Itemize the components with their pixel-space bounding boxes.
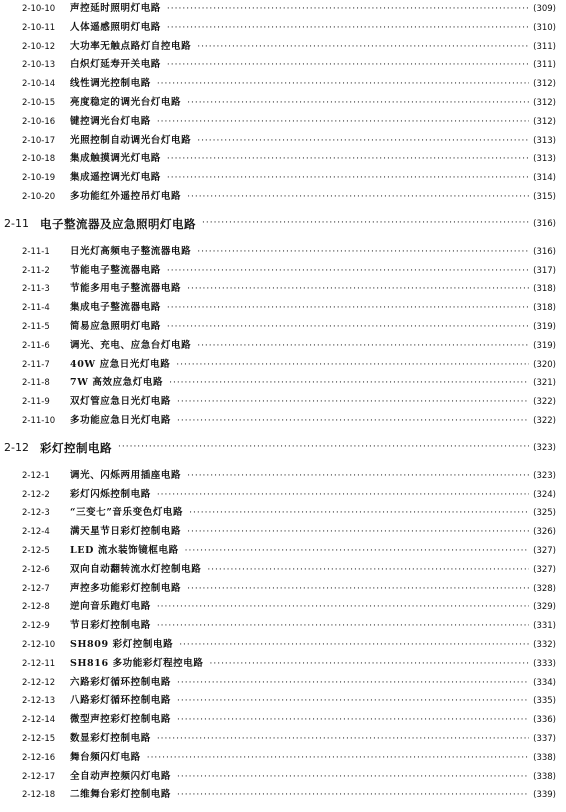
entry-title: 白炽灯延寿开关电路	[70, 59, 161, 71]
dot-leader	[167, 170, 529, 186]
entry-page-number: (319)	[533, 340, 556, 351]
dot-leader	[187, 281, 529, 297]
entry-page-number: (311)	[533, 41, 556, 52]
entry-number: 2-11-5	[22, 322, 50, 332]
entry-number: 2-12-17	[22, 771, 56, 782]
toc-entry[interactable]	[22, 39, 556, 55]
toc-entry[interactable]	[22, 170, 556, 186]
entry-title: 键控调光台灯电路	[70, 115, 151, 127]
entry-title: 满天星节日彩灯控制电路	[70, 526, 182, 538]
entry-page-number: (314)	[533, 173, 556, 184]
dot-leader	[157, 731, 529, 747]
entry-title: 日光灯高频电子整流器电路	[70, 245, 192, 257]
toc-entry[interactable]	[22, 95, 556, 111]
entry-title: 多功能应急日光灯电路	[70, 415, 172, 426]
entry-number: 2-10-11	[22, 22, 56, 33]
entry-page-number: (321)	[533, 378, 556, 389]
entry-page-number: (318)	[533, 284, 556, 295]
dot-leader	[189, 505, 529, 521]
entry-page-number: (327)	[533, 564, 556, 575]
dot-leader	[207, 562, 529, 578]
toc-entry[interactable]	[22, 133, 556, 149]
entry-number: 2-12-4	[22, 527, 50, 538]
entry-number: 2-11-8	[22, 378, 50, 389]
entry-page-number: (312)	[533, 79, 556, 90]
entry-page-number: (337)	[533, 734, 556, 744]
entry-title: 舞台频闪灯电路	[70, 751, 141, 763]
dot-leader	[147, 750, 529, 766]
dot-leader	[167, 20, 529, 36]
dot-leader	[157, 76, 529, 92]
dot-leader	[177, 394, 529, 410]
toc-entry[interactable]	[22, 1, 556, 17]
entry-number: 2-10-20	[22, 192, 56, 202]
entry-page-number: (335)	[533, 696, 556, 707]
toc-entry[interactable]	[22, 244, 556, 260]
entry-page-number: (324)	[533, 489, 556, 500]
entry-number: 2-12-7	[22, 583, 50, 594]
entry-number: 2-12-16	[22, 752, 56, 763]
entry-title: 40W 应急日光灯电路	[70, 358, 171, 370]
toc-entry[interactable]	[22, 618, 556, 634]
entry-title: 人体遥感照明灯电路	[70, 21, 161, 33]
entry-title: 亮度稳定的调光台灯电路	[70, 97, 182, 108]
toc-entry[interactable]	[22, 543, 556, 559]
dot-leader	[167, 1, 529, 17]
entry-title: 声控延时照明灯电路	[70, 3, 161, 14]
toc-entry[interactable]	[22, 151, 556, 167]
entry-page-number: (336)	[533, 715, 556, 726]
entry-page-number: (339)	[533, 790, 556, 801]
entry-title: 双向自动翻转流水灯控制电路	[70, 563, 202, 575]
entry-page-number: (310)	[533, 22, 556, 33]
toc-entry[interactable]	[22, 524, 556, 540]
section-heading[interactable]	[4, 438, 556, 458]
entry-number: 2-10-13	[22, 60, 56, 71]
section-number: 2-11	[4, 217, 29, 231]
dot-leader	[197, 244, 529, 260]
entry-number: 2-11-6	[22, 340, 50, 351]
dot-leader	[157, 487, 529, 503]
entry-number: 2-11-3	[22, 284, 50, 295]
entry-title: 线性调光控制电路	[70, 78, 151, 90]
entry-title: 调光、充电、应急台灯电路	[70, 339, 192, 351]
entry-page-number: (331)	[533, 621, 556, 632]
entry-title: 六路彩灯循环控制电路	[70, 676, 172, 688]
toc-entry[interactable]	[22, 76, 556, 92]
toc-entry[interactable]	[22, 750, 556, 766]
entry-page-number: (318)	[533, 303, 556, 314]
toc-entry[interactable]	[22, 300, 556, 316]
entry-number: 2-11-9	[22, 397, 50, 408]
entry-number: 2-11-2	[22, 265, 50, 276]
toc-entry[interactable]	[22, 413, 556, 429]
toc-entry[interactable]	[22, 338, 556, 354]
entry-number: 2-11-1	[22, 246, 50, 257]
dot-leader	[177, 712, 529, 728]
entry-number: 2-12-6	[22, 564, 50, 575]
entry-title: 彩灯闪烁控制电路	[70, 488, 151, 500]
toc-entry[interactable]	[22, 114, 556, 130]
entry-page-number: (325)	[533, 508, 556, 519]
entry-title: LED 流水装饰镜框电路	[70, 545, 179, 556]
toc-entry[interactable]	[22, 731, 556, 747]
entry-title: 简易应急照明灯电路	[70, 321, 161, 332]
entry-title: 多功能红外遥控吊灯电路	[70, 191, 182, 202]
dot-leader	[197, 39, 529, 55]
dot-leader	[197, 338, 529, 354]
section-number: 2-12	[4, 441, 29, 455]
dot-leader	[167, 319, 529, 335]
dot-leader	[179, 637, 529, 653]
entry-number: 2-12-12	[22, 677, 56, 688]
toc-entry[interactable]	[22, 319, 556, 335]
dot-leader	[197, 133, 529, 149]
entry-title: SH809 彩灯控制电路	[70, 639, 174, 650]
toc-entry[interactable]	[22, 712, 556, 728]
entry-title: 二维舞台彩灯控制电路	[70, 789, 172, 801]
entry-page-number: (316)	[533, 246, 556, 257]
dot-leader	[187, 581, 529, 597]
entry-title: 集成遥控调光灯电路	[70, 172, 161, 184]
entry-page-number: (322)	[533, 397, 556, 408]
entry-number: 2-12-2	[22, 489, 50, 500]
dot-leader	[177, 413, 529, 429]
entry-page-number: (312)	[533, 98, 556, 108]
dot-leader	[187, 95, 529, 111]
entry-page-number: (313)	[533, 135, 556, 146]
dot-leader	[177, 769, 529, 785]
entry-number: 2-12-11	[22, 658, 56, 669]
entry-title: 光照控制自动调光台灯电路	[70, 134, 192, 146]
entry-number: 2-12-10	[22, 640, 56, 650]
entry-page-number: (313)	[533, 154, 556, 165]
dot-leader	[157, 114, 529, 130]
entry-title: 调光、闪烁两用插座电路	[70, 469, 182, 481]
toc-entry[interactable]	[22, 656, 556, 672]
entry-page-number: (323)	[533, 470, 556, 481]
section-page-number: (323)	[533, 442, 556, 453]
entry-number: 2-10-16	[22, 116, 56, 127]
toc-entry[interactable]	[22, 189, 556, 205]
toc-entry[interactable]	[22, 375, 556, 391]
entry-page-number: (309)	[533, 4, 556, 14]
entry-page-number: (326)	[533, 527, 556, 538]
toc-entry[interactable]	[22, 769, 556, 785]
toc-entry[interactable]	[22, 263, 556, 279]
entry-page-number: (315)	[533, 192, 556, 202]
entry-page-number: (319)	[533, 322, 556, 332]
section-title: 电子整流器及应急照明灯电路	[40, 216, 196, 231]
entry-page-number: (329)	[533, 602, 556, 613]
entry-number: 2-12-5	[22, 546, 50, 556]
entry-page-number: (311)	[533, 60, 556, 71]
toc-entry[interactable]	[22, 675, 556, 691]
dot-leader	[118, 438, 529, 458]
entry-title: 7W 高效应急灯电路	[70, 377, 164, 389]
entry-page-number: (338)	[533, 771, 556, 782]
entry-number: 2-12-18	[22, 790, 56, 801]
toc-entry[interactable]	[22, 562, 556, 578]
section-heading[interactable]	[4, 214, 556, 234]
dot-leader	[177, 787, 529, 803]
entry-title: 双灯管应急日光灯电路	[70, 396, 172, 408]
entry-page-number: (312)	[533, 116, 556, 127]
entry-number: 2-12-1	[22, 470, 50, 481]
entry-title: 逆向音乐跑灯电路	[70, 601, 151, 613]
dot-leader	[202, 214, 529, 234]
entry-number: 2-12-3	[22, 508, 50, 519]
entry-number: 2-11-7	[22, 359, 50, 370]
toc-entry[interactable]	[22, 787, 556, 803]
entry-page-number: (333)	[533, 658, 556, 669]
dot-leader	[167, 300, 529, 316]
toc-entry[interactable]	[22, 468, 556, 484]
entry-title: 节能多用电子整流器电路	[70, 283, 182, 295]
dot-leader	[177, 675, 529, 691]
toc-entry[interactable]	[22, 20, 556, 36]
toc-entry[interactable]	[22, 581, 556, 597]
entry-title: 八路彩灯循环控制电路	[70, 695, 172, 707]
dot-leader	[209, 656, 529, 672]
dot-leader	[167, 151, 529, 167]
section-page-number: (316)	[533, 218, 556, 229]
dot-leader	[157, 599, 529, 615]
entry-number: 2-10-14	[22, 79, 56, 90]
entry-number: 2-11-10	[22, 416, 56, 426]
dot-leader	[167, 263, 529, 279]
entry-number: 2-12-9	[22, 621, 50, 632]
entry-number: 2-10-15	[22, 98, 56, 108]
entry-page-number: (332)	[533, 640, 556, 650]
toc-entry[interactable]	[22, 487, 556, 503]
entry-number: 2-10-12	[22, 41, 56, 52]
entry-title: “三变七”音乐变色灯电路	[70, 507, 184, 519]
entry-title: SH816 多功能彩灯程控电路	[70, 657, 204, 669]
toc-entry[interactable]	[22, 599, 556, 615]
dot-leader	[169, 375, 529, 391]
dot-leader	[176, 357, 529, 373]
entry-page-number: (322)	[533, 416, 556, 426]
entry-title: 节能电子整流器电路	[70, 264, 161, 276]
entry-title: 集成触摸调光灯电路	[70, 153, 161, 165]
toc-entry[interactable]	[22, 505, 556, 521]
toc-entry[interactable]	[22, 637, 556, 653]
entry-title: 声控多功能彩灯控制电路	[70, 582, 182, 594]
entry-title: 数显彩灯控制电路	[70, 733, 151, 744]
entry-number: 2-12-8	[22, 602, 50, 613]
dot-leader	[187, 189, 529, 205]
entry-page-number: (328)	[533, 583, 556, 594]
entry-number: 2-10-18	[22, 154, 56, 165]
entry-page-number: (317)	[533, 265, 556, 276]
entry-title: 大功率无触点路灯自控电路	[70, 40, 192, 52]
entry-number: 2-12-13	[22, 696, 56, 707]
entry-page-number: (327)	[533, 546, 556, 556]
dot-leader	[185, 543, 529, 559]
entry-page-number: (338)	[533, 752, 556, 763]
toc-entry[interactable]	[22, 394, 556, 410]
toc-entry[interactable]	[22, 57, 556, 73]
entry-number: 2-12-15	[22, 734, 56, 744]
dot-leader	[177, 693, 529, 709]
entry-number: 2-10-10	[22, 4, 56, 14]
dot-leader	[167, 57, 529, 73]
entry-title: 微型声控彩灯控制电路	[70, 714, 172, 726]
toc-entry[interactable]	[22, 281, 556, 297]
dot-leader	[187, 524, 529, 540]
entry-number: 2-11-4	[22, 303, 50, 314]
entry-number: 2-10-17	[22, 135, 56, 146]
entry-number: 2-12-14	[22, 715, 56, 726]
toc-entry[interactable]	[22, 357, 556, 373]
entry-title: 集成电子整流器电路	[70, 302, 161, 314]
entry-title: 全自动声控频闪灯电路	[70, 770, 172, 782]
entry-page-number: (334)	[533, 677, 556, 688]
entry-title: 节日彩灯控制电路	[70, 620, 151, 632]
dot-leader	[187, 468, 529, 484]
entry-page-number: (320)	[533, 359, 556, 370]
entry-number: 2-10-19	[22, 173, 56, 184]
section-title: 彩灯控制电路	[40, 440, 112, 455]
toc-entry[interactable]	[22, 693, 556, 709]
dot-leader	[157, 618, 529, 634]
